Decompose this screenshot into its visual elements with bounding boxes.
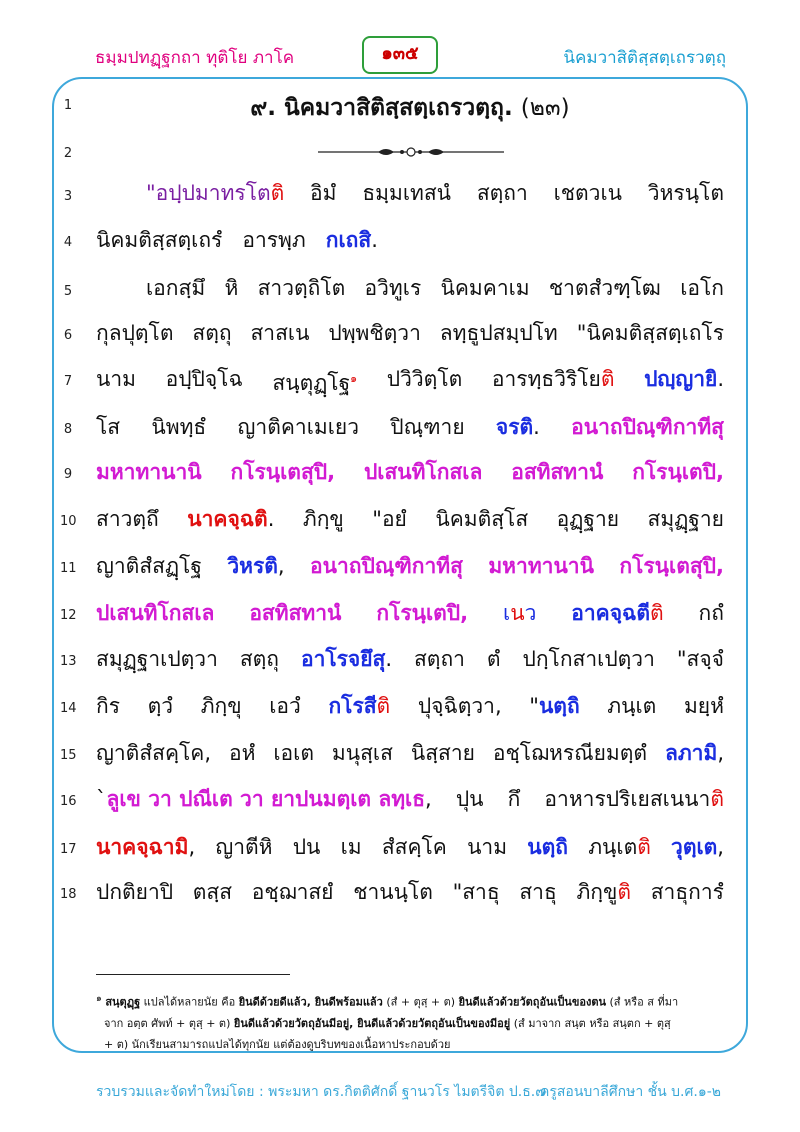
line-number: 16 xyxy=(60,794,77,809)
text-line-7: นาม อปฺปิจฺโฉ สนฺตุฏฺโฐ$^๑$ ปวิวิตฺโต อารทฺธวิริโยติ ปญฺญายิ. xyxy=(96,367,724,395)
text-line-3: "อปฺปมาทรโตติ อิมํ ธมฺมเทสนํ สตฺถา เชตวเน วิหรนฺโต xyxy=(146,181,724,205)
title-text: ๙. นิคมวาสิติสฺสตฺเถรวตฺถุ. xyxy=(250,95,513,121)
footer-course: ครูสอนบาลีศึกษา ชั้น บ.ศ.๑-๒ xyxy=(540,1084,722,1100)
line-number: 11 xyxy=(60,561,77,576)
text-line-12: ปเสนทิโกสเล อสทิสทานํ กโรนฺเตปิ, เนว อาคจฺฉตีติ กถํ xyxy=(96,601,724,625)
footnote-line-1: $^๑$ สนฺตุฏฺฐ แปลได้หลายนัย คือ ยินดีด้วยดีแล้ว, ยินดีพร้อมแล้ว (สํ + ตุสฺ + ต) ยินดีแล้วด้วยวัตถุอันเป็นของตน (สํ หรือ ส ที่มา xyxy=(96,993,679,1009)
line-number: 10 xyxy=(60,514,77,529)
section-title xyxy=(96,90,724,126)
line-number: 14 xyxy=(60,701,77,716)
text-line-14: กิร ตฺวํ ภิกฺขุ เอวํ กโรสีติ ปุจฺฉิตฺวา, "นตฺถิ ภนฺเต มยฺหํ xyxy=(96,694,724,718)
footnote-ref: ๑ xyxy=(350,372,358,385)
line-number: 2 xyxy=(63,146,73,161)
text-line-10: สาวตฺถึ นาคจฺฉติ. ภิกฺขู "อยํ นิคมติสฺโส อุฏฺฐาย สมุฏฺฐาย xyxy=(96,507,724,531)
footnote-line-2: จาก อตฺต ศัพท์ + ตุสฺ + ต) ยินดีแล้วด้วยวัตถุอันมีอยู่, ยินดีแล้วด้วยวัตถุอันเป็นของมีอยู่ (สํ มาจาก สนฺต หรือ สนฺตก + ตุสฺ xyxy=(104,1016,671,1030)
footer-credit: รวบรวมและจัดทำใหม่โดย : พระมหา ดร.กิตติศักดิ์ ฐานวโร ไมตรีจิต ป.ธ.๗ xyxy=(96,1084,546,1100)
ornament-divider xyxy=(318,146,504,158)
line-number: 1 xyxy=(63,98,73,113)
line-number: 3 xyxy=(63,189,73,204)
running-header-right: นิคมวาสิติสฺสตฺเถรวตฺถุ xyxy=(563,48,726,68)
line-number: 6 xyxy=(63,328,73,343)
running-header-left: ธมฺมปทฏฺฐกถา ทุติโย ภาโค xyxy=(95,48,295,68)
text-line-13: สมุฏฺฐาเปตฺวา สตฺถุ อาโรจยึสุ. สตฺถา ตํ ปกฺโกสาเปตฺวา "สจฺจํ xyxy=(96,647,724,671)
footnote xyxy=(96,988,732,1055)
text-line-4: นิคมติสฺสตฺเถรํ อารพฺภ กเถสิ. xyxy=(96,228,378,252)
text-line-16: `ลูเข วา ปณีเต วา ยาปนมตฺเต ลทฺเธ, ปุน กึ อาหารปริเยสเนนาติ xyxy=(96,787,724,811)
line-number: 15 xyxy=(60,748,77,763)
page-number: ๑๓๕ xyxy=(362,36,438,74)
text-line-6: กุลปุตฺโต สตฺถุ สาสเน ปพฺพชิตฺวา ลทฺธูปสมฺปโท "นิคมติสฺสตฺเถโร xyxy=(96,321,724,345)
line-number: 4 xyxy=(63,235,73,250)
text-line-17: นาคจฺฉามิ, ญาตีหิ ปน เม สํสคฺโค นาม นตฺถิ ภนฺเตติ วุตฺเต, xyxy=(96,835,724,859)
line-number: 9 xyxy=(63,467,73,482)
text-line-15: ญาติสํสคฺโค, อหํ เอเต มนุสฺเส นิสฺสาย อชฺโฌหรณียมตฺตํ ลภามิ, xyxy=(96,741,724,765)
line-number: 18 xyxy=(60,887,77,902)
text-line-5: เอกสฺมึ หิ สาวตฺถิโต อวิทูเร นิคมคาเม ชาตสํวฑฺโฒ เอโก xyxy=(146,276,724,300)
line-number: 13 xyxy=(60,654,77,669)
line-number: 17 xyxy=(60,842,77,857)
line-number: 8 xyxy=(63,422,73,437)
text-line-18: ปกติยาปิ ตสฺส อชฺฌาสยํ ชานนฺโต "สาธุ สาธุ ภิกฺขูติ สาธุการํ xyxy=(96,880,724,904)
text-line-9: มหาทานานิ กโรนฺเตสุปิ, ปเสนทิโกสเล อสทิสทานํ กโรนฺเตปิ, xyxy=(96,460,724,484)
title-number: (๒๓) xyxy=(520,95,570,121)
text-line-8: โส นิพทฺธํ ญาติคาเมเยว ปิณฺฑาย จรติ. อนาถปิณฺฑิกาทีสุ xyxy=(96,415,724,439)
footnote-line-3: + ต) นักเรียนสามารถแปลได้ทุกนัย แต่ต้องดูบริบทของเนื้อหาประกอบด้วย xyxy=(104,1037,451,1051)
line-number: 12 xyxy=(60,608,77,623)
line-number: 7 xyxy=(63,374,73,389)
line-number: 5 xyxy=(63,284,73,299)
footnote-rule xyxy=(96,974,290,975)
text-line-11: ญาติสํสฏฺโฐ วิหรติ, อนาถปิณฺฑิกาทีสุ มหาทานานิ กโรนฺเตสุปิ, xyxy=(96,554,724,578)
